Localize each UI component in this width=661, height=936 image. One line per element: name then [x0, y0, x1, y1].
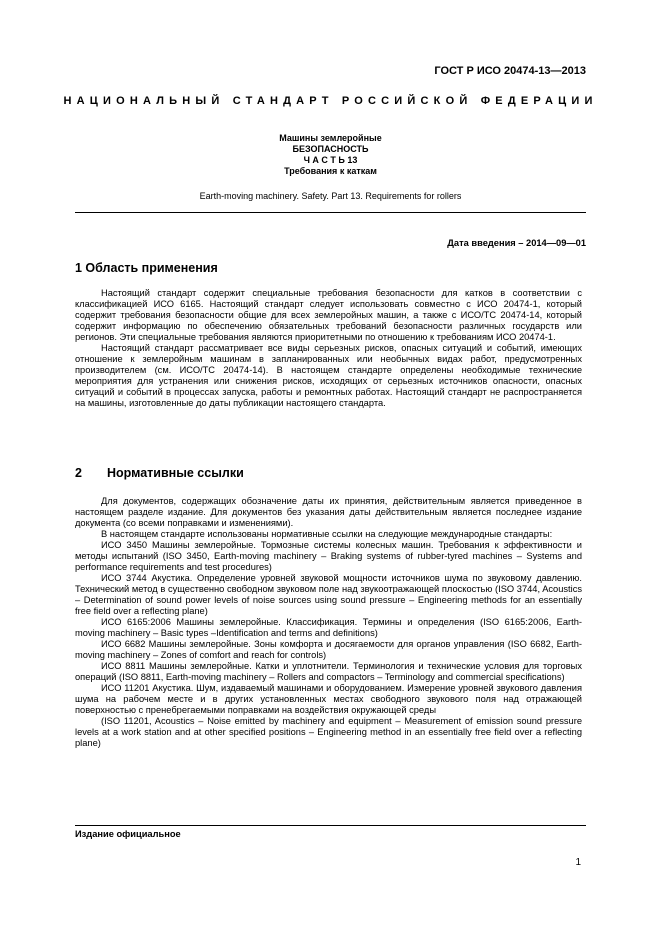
section-2-heading: [75, 466, 244, 480]
reference-item: ИСО 6682 Машины землеройные. Зоны комфорта и досягаемости для органов управления (ISO 6682, Earth-moving machinery – Zones of comfort and reach for controls): [75, 639, 582, 660]
section-2-body: [75, 496, 582, 749]
paragraph: Настоящий стандарт рассматривает все виды серьезных рисков, опасных ситуаций и событий, имеющих отношение к землеройным машинам в запланированных или необычных видах работ, предусмотренных производителем (см. ИСО/ТС 20474-14). В настоящем стандарте определены необходимые технические мероприятия для устранения или снижения рисков, исходящих от серьезных источников опасности, опасных ситуаций и событий в процессах запуска, работы и ремонтных работах. Настоящий стандарт не распространяется на машины, изготовленные до даты публикации настоящего стандарта.: [75, 343, 582, 408]
national-standard-heading: НАЦИОНАЛЬНЫЙ СТАНДАРТ РОССИЙСКОЙ ФЕДЕРАЦИИ: [63, 95, 598, 107]
reference-item: ИСО 6165:2006 Машины землеройные. Классификация. Термины и определения (ISO 6165:2006, Earth-moving machinery – Basic types –Identification and terms and definitions): [75, 617, 582, 638]
reference-item: ИСО 3450 Машины землеройные. Тормозные системы колесных машин. Требования к эффективности и методы испытаний (ISO 3450, Earth-moving machinery – Braking systems of rubber-tyred machines – Systems and performance requirements and test procedures): [75, 540, 582, 572]
section-2-title: Нормативные ссылки: [107, 466, 244, 480]
reference-item: (ISO 11201, Acoustics – Noise emitted by machinery and equipment – Measurement of emission sound pressure levels at a work station and at other specified positions – Engineering method in an essentially free field over a reflecting plane): [75, 716, 582, 748]
section-2-number: 2: [75, 466, 82, 480]
section-1-body: [75, 288, 582, 409]
introduction-date: Дата введения – 2014—09—01: [447, 238, 586, 248]
title-line-3: Ч А С Т Ь 13: [303, 155, 358, 165]
paragraph: Настоящий стандарт содержит специальные требования безопасности для катков в соответствии с классификацией ИСО 6165. Настоящий стандарт следует использовать совместно с ИСО 20474-1, который содержит требования безопасности общие для всех землеройных машин, а также с ИСО/ТС 20474-14, который содержит информацию по обеспечению обязательных требований безопасности различных государств или регионов. Эти специальные требования являются приоритетными по отношению к требованиям ИСО 20474-1.: [75, 288, 582, 342]
document-code: ГОСТ Р ИСО 20474-13—2013: [434, 65, 586, 77]
paragraph: Для документов, содержащих обозначение даты их принятия, действительным является приведенное в настоящем разделе издание. Для документов без указания даты действительным является последнее издание документа (со всеми поправками и изменениями).: [75, 496, 582, 528]
title-divider: [75, 212, 586, 213]
title-line-1: Машины землеройные: [279, 133, 382, 143]
title-line-4: Требования к каткам: [284, 166, 377, 176]
footer-divider: [75, 825, 586, 826]
paragraph: В настоящем стандарте использованы нормативные ссылки на следующие международные стандарты:: [101, 529, 553, 539]
document-title: [0, 133, 661, 177]
reference-item: ИСО 8811 Машины землеройные. Катки и уплотнители. Терминология и технические условия для торговых операций (ISO 8811, Earth-moving machinery – Rollers and compactors – Terminology and commercial specifications): [75, 661, 582, 682]
section-1-heading: 1 Область применения: [75, 261, 218, 275]
reference-item: ИСО 11201 Акустика. Шум, издаваемый машинами и оборудованием. Измерение уровней звукового давления шума на рабочем месте и в других установленных местах свободного звукового поля над отражающей поверхностью с пренебрегаемыми поправками на воздействия окружающей среды: [75, 683, 582, 715]
official-edition-label: Издание официальное: [75, 829, 181, 839]
english-title: Earth-moving machinery. Safety. Part 13. Requirements for rollers: [199, 191, 462, 201]
title-line-2: БЕЗОПАСНОСТЬ: [292, 144, 369, 154]
reference-item: ИСО 3744 Акустика. Определение уровней звуковой мощности источников шума по звуковому давлению. Технический метод в существенно свободном звуковом поле над звукоотражающей плоскостью (ISO 3744, Acoustics – Determination of sound power levels of noise sources using sound pressure – Engineering methods for an essentially free field over a reflecting plane): [75, 573, 582, 616]
page-number: 1: [575, 857, 581, 868]
